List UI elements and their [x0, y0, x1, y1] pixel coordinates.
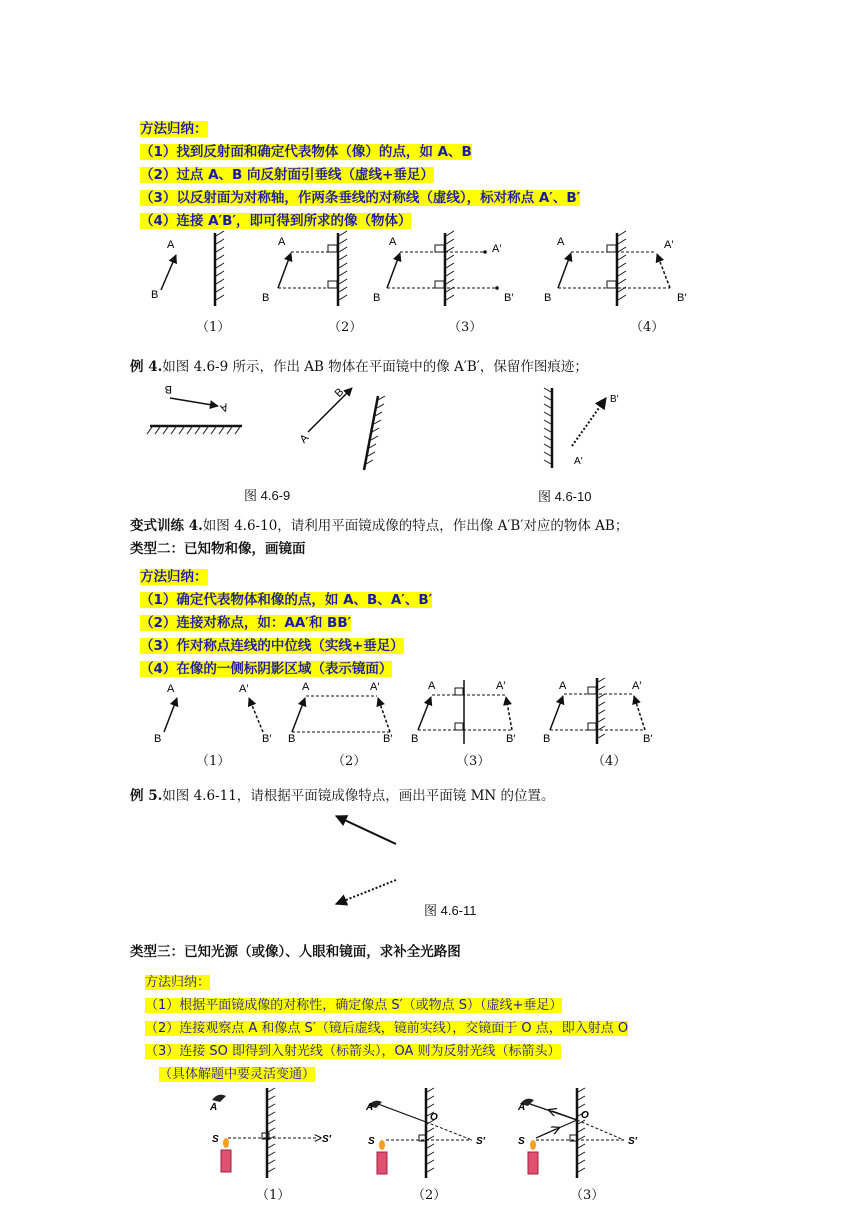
- fig1-step4: [544, 231, 686, 306]
- example4-paragraph: [130, 355, 588, 375]
- method-title: 方法归纳：: [140, 569, 208, 585]
- label-b-prime: B′: [262, 733, 272, 745]
- label-a-prime: A′: [632, 680, 642, 692]
- label-b: B: [262, 292, 270, 304]
- sub-label: （1）: [196, 320, 231, 335]
- label-a-prime: A′: [370, 681, 380, 693]
- fig3-step3: [517, 1088, 638, 1178]
- label-a: A: [428, 680, 436, 692]
- sub-label: （4）: [592, 754, 627, 769]
- label-s: S: [368, 1136, 375, 1147]
- type2-title: 类型二：已知物和像，画镜面: [130, 541, 306, 557]
- sub-label: （4）: [630, 320, 665, 335]
- fig-4-6-9-left: [147, 383, 242, 434]
- label-b: B: [411, 733, 419, 745]
- method-box-1: [140, 118, 580, 232]
- example4-figures: [140, 382, 640, 474]
- method-step: （3）作对称点连线的中位线（实线+垂足）: [140, 638, 404, 654]
- label-s: S: [212, 1134, 219, 1145]
- method-note: （具体解题中要灵活变通）: [159, 1067, 316, 1082]
- figure-caption: 图 4.6-9: [244, 488, 291, 503]
- sub-label: （2）: [328, 320, 363, 335]
- label-b: B: [544, 292, 552, 304]
- variant4-paragraph: [130, 514, 628, 534]
- label-a: A: [210, 1102, 218, 1113]
- label-a: A: [297, 432, 312, 446]
- method-step: （1）根据平面镜成像的对称性，确定像点 S′（或物点 S）（虚线+垂足）: [145, 998, 563, 1013]
- method-step: （4）在像的一侧标阴影区域（表示镜面）: [140, 661, 393, 677]
- label-a: A: [366, 1102, 374, 1113]
- label-o: O: [430, 1112, 438, 1123]
- label-s-prime: S′: [322, 1134, 332, 1145]
- type3-title: 类型三：已知光源（或像）、人眼和镜面，求补全光路图: [130, 944, 461, 960]
- sub-label: （3）: [570, 1188, 605, 1203]
- fig2-step1: [154, 683, 271, 745]
- label-a: A: [167, 683, 175, 695]
- label-a: A: [218, 400, 230, 415]
- fig2-step3: [411, 680, 515, 745]
- label-b-prime: B′: [504, 292, 514, 304]
- label-a-prime: A′: [239, 683, 249, 695]
- label-a: A: [518, 1102, 526, 1113]
- label-a: A: [389, 236, 397, 248]
- variant-text: 如图 4.6-10，请利用平面镜成像的特点，作出像 A′B′对应的物体 AB；: [202, 518, 629, 534]
- example-text: 如图 4.6-9 所示，作出 AB 物体在平面镜中的像 A′B′，保留作图痕迹；: [162, 359, 588, 375]
- fig2-step4: [543, 678, 652, 745]
- label-a: A: [302, 681, 310, 693]
- method-title: 方法归纳：: [140, 121, 208, 137]
- variant-label: 变式训练 4.: [130, 518, 203, 534]
- label-b: B: [543, 733, 551, 745]
- candle-icon: [221, 1138, 231, 1172]
- label-b: B: [164, 383, 172, 395]
- figure-caption: 图 4.6-10: [538, 489, 592, 504]
- sub-label: （1）: [256, 1188, 291, 1203]
- fig2-step2: [288, 681, 392, 745]
- candle-icon: [528, 1140, 538, 1174]
- sub-label: （1）: [196, 754, 231, 769]
- method3-figure: [200, 1086, 650, 1182]
- label-b: B: [288, 733, 296, 745]
- example5-paragraph: [130, 784, 555, 804]
- method-title: 方法归纳：: [145, 975, 211, 990]
- label-b: B: [373, 292, 381, 304]
- method-step: （3）以反射面为对称轴，作两条垂线的对称线（虚线），标对称点 A′、B′: [140, 190, 581, 206]
- label-s-prime: S′: [628, 1136, 638, 1147]
- method1-figure: [140, 228, 700, 310]
- candle-icon: [377, 1140, 387, 1174]
- example-label: 例 5.: [130, 788, 163, 804]
- fig3-step2: [365, 1088, 486, 1178]
- sub-label: （2）: [412, 1188, 447, 1203]
- label-a-prime: A′: [496, 680, 506, 692]
- label-b-prime: B′: [643, 733, 653, 745]
- figure-caption: 图 4.6-11: [424, 903, 477, 918]
- label-b-prime: B′: [677, 292, 687, 304]
- eye-icon: [212, 1095, 226, 1102]
- label-b-prime: B′: [383, 733, 393, 745]
- fig1-step2: [262, 231, 347, 306]
- method-step: （4）连接 A′B′，即可得到所求的像（物体）: [140, 213, 412, 229]
- method-step: （2）连接对称点，如：AA′和 BB′: [140, 615, 352, 631]
- fig3-step1: [209, 1088, 332, 1178]
- method-step: （3）连接 SO 即得到入射光线（标箭头），OA 则为反射光线（标箭头）: [145, 1044, 561, 1059]
- example-label: 例 4.: [130, 359, 163, 375]
- label-a-prime: A′: [574, 456, 583, 467]
- label-b: B: [154, 733, 162, 745]
- label-o: O: [581, 1110, 589, 1121]
- example5-figure: [320, 808, 420, 912]
- method-step: （1）找到反射面和确定代表物体（像）的点，如 A、B: [140, 144, 472, 160]
- label-b-prime: B′: [610, 394, 619, 405]
- sub-label: （3）: [448, 320, 483, 335]
- fig1-step3: [373, 231, 513, 306]
- sub-label: （2）: [332, 754, 367, 769]
- label-a: A: [559, 680, 567, 692]
- fig-4-6-10: [544, 388, 619, 468]
- sub-label: （3）: [456, 754, 491, 769]
- label-a: A: [167, 239, 175, 251]
- method-step: （1）确定代表物体和像的点，如 A、B、A′、B′: [140, 592, 433, 608]
- label-a-prime: A′: [664, 239, 674, 251]
- label-b: B: [151, 289, 159, 301]
- example-text: 如图 4.6-11，请根据平面镜成像特点，画出平面镜 MN 的位置。: [162, 788, 555, 804]
- label-s-prime: S′: [476, 1136, 486, 1147]
- method-step: （2）过点 A、B 向反射面引垂线（虚线+垂足）: [140, 167, 434, 183]
- label-s: S: [518, 1136, 525, 1147]
- method2-figure: [140, 676, 700, 748]
- method-step: （2）连接观察点 A 和像点 S′（镜后虚线，镜前实线），交镜面于 O 点，即入射点 O: [145, 1021, 629, 1036]
- label-b: B: [332, 386, 347, 400]
- label-a: A: [557, 236, 565, 248]
- label-a-prime: A′: [492, 243, 502, 255]
- label-b-prime: B′: [506, 733, 516, 745]
- method-box-2: [140, 566, 432, 680]
- label-a: A: [278, 236, 286, 248]
- fig1-step1: [151, 231, 224, 306]
- fig-4-6-9-mirror: [298, 386, 385, 470]
- method-box-3: [145, 972, 628, 1086]
